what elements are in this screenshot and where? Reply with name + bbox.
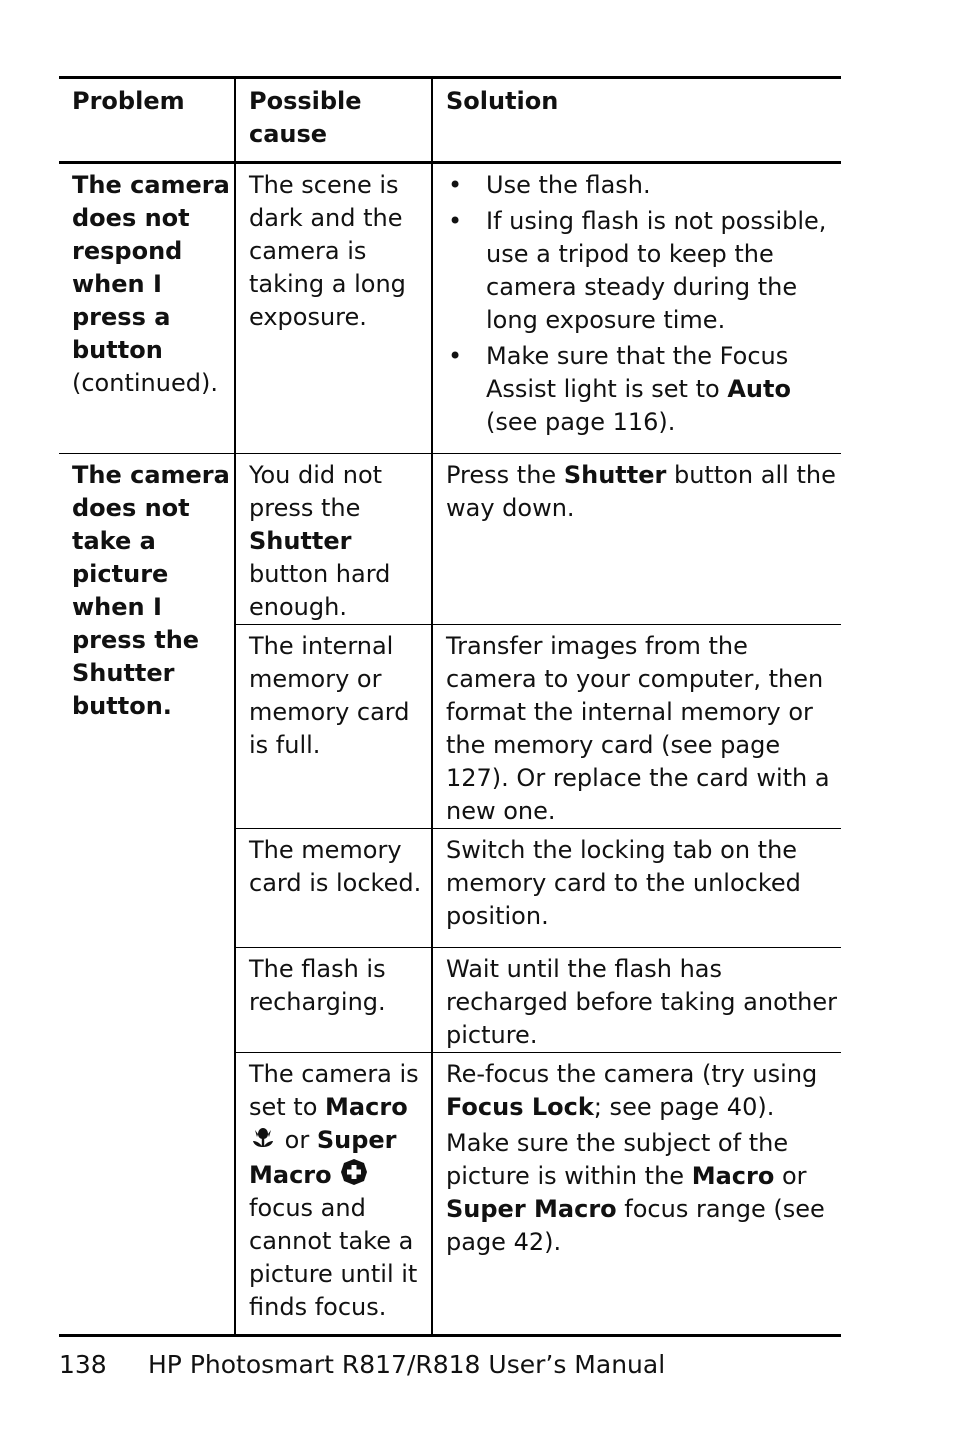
solution-cell <box>432 1053 841 1336</box>
troubleshooting-table <box>59 76 841 1337</box>
solution-cell <box>432 163 841 454</box>
problem-continued: (continued). <box>72 369 218 397</box>
manual-title: HP Photosmart R817/R818 User’s Manual <box>148 1350 666 1379</box>
solution-cell: Wait until the flash has recharged before taking another picture. <box>432 948 841 1053</box>
cause-cell: The memory card is locked. <box>235 829 432 948</box>
list-item: • Use the flash. <box>448 171 651 199</box>
solution-paragraph: Make sure the subject of the picture is within the Macro or Super Macro focus range (see page 42). <box>446 1129 825 1256</box>
super-macro-icon <box>339 1157 367 1185</box>
table-header-row <box>59 78 841 163</box>
header-solution: Solution <box>432 78 841 163</box>
table-row <box>59 454 841 625</box>
list-item: • Make sure that the Focus Assist light is set to Auto (see page 116). <box>448 342 791 436</box>
cause-cell: You did not press the Shutter button hard enough. <box>235 454 432 625</box>
table-row <box>59 163 841 454</box>
list-item: • If using flash is not possible, use a tripod to keep the camera steady during the long exposure time. <box>448 207 827 334</box>
header-possible-cause: Possible cause <box>235 78 432 163</box>
page-footer <box>59 1348 665 1382</box>
cause-cell: The scene is dark and the camera is taking a long exposure. <box>235 163 432 454</box>
page-number: 138 <box>59 1350 107 1379</box>
problem-cell <box>59 454 235 1336</box>
cause-cell: The flash is recharging. <box>235 948 432 1053</box>
problem-text: The camera does not take a picture when I press the Shutter button. <box>72 461 230 720</box>
solution-cell: Press the Shutter button all the way down. <box>432 454 841 625</box>
problem-text: The camera does not respond when I press a button <box>72 171 230 364</box>
solution-list <box>446 169 841 439</box>
cause-cell: The internal memory or memory card is full. <box>235 625 432 829</box>
cause-cell: The camera is set to Macro or Super Macro focus and cannot take a picture until it finds focus. <box>235 1053 432 1336</box>
macro-flower-icon <box>249 1124 277 1152</box>
solution-cell: Switch the locking tab on the memory card to the unlocked position. <box>432 829 841 948</box>
solution-paragraph: Re-focus the camera (try using Focus Lock; see page 40). <box>446 1060 818 1121</box>
solution-cell: Transfer images from the camera to your computer, then format the internal memory or the memory card (see page 127). Or replace the card with a new one. <box>432 625 841 829</box>
header-problem: Problem <box>59 78 235 163</box>
problem-cell <box>59 163 235 454</box>
